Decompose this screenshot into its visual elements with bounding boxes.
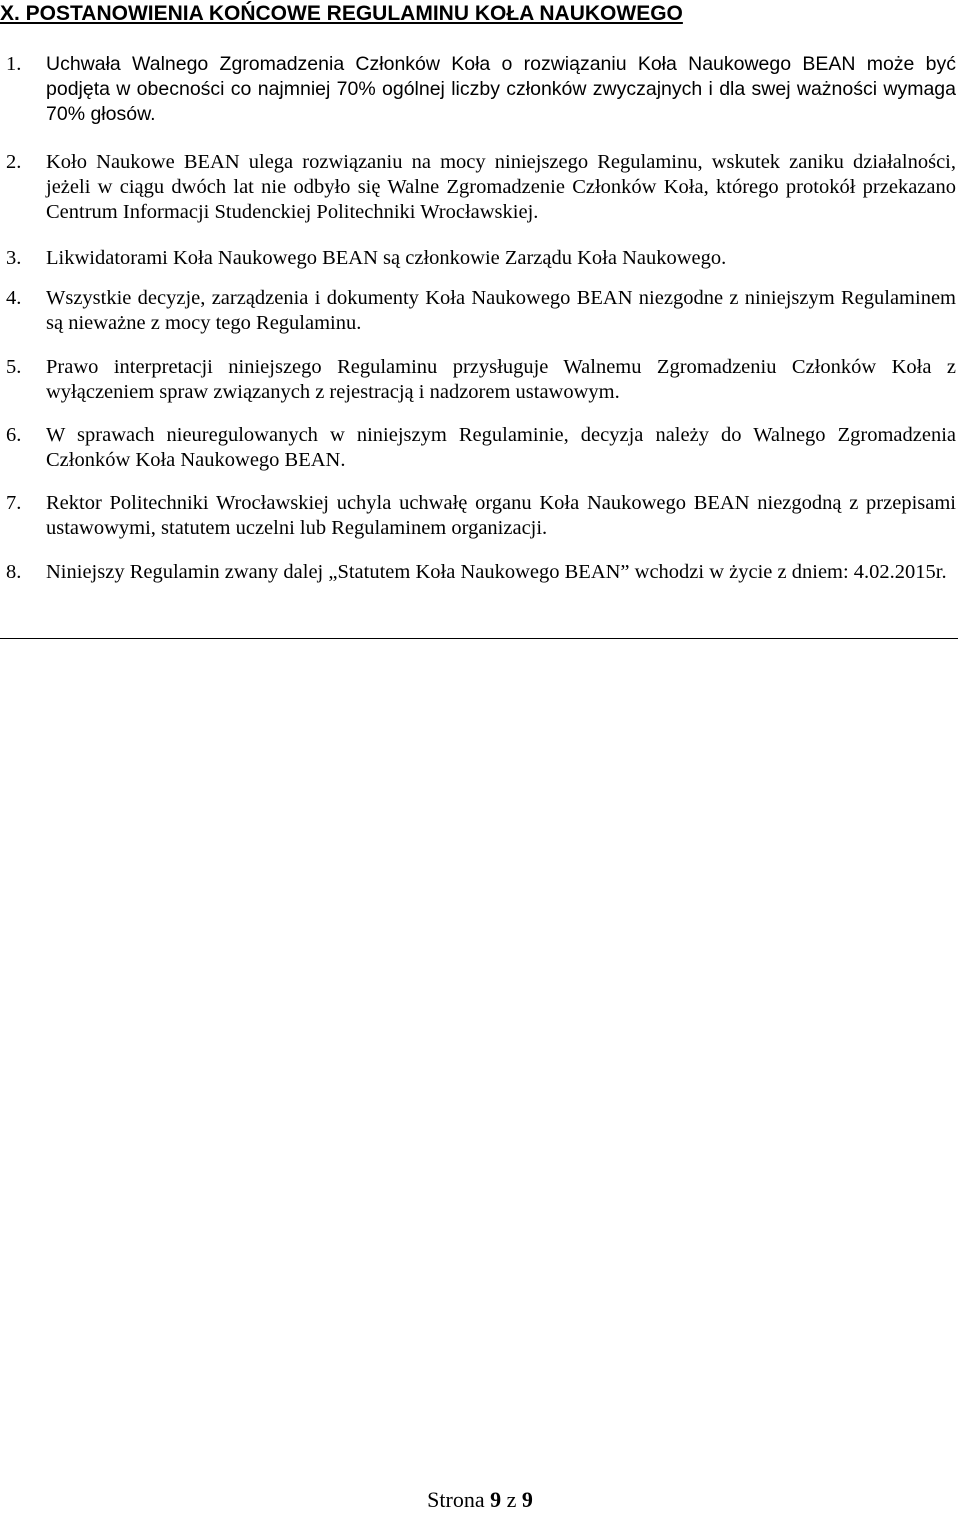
list-item-number: 3.	[6, 247, 22, 269]
list-item-number: 5.	[6, 356, 22, 378]
list-item-number: 2.	[6, 151, 22, 173]
list-item-text: W sprawach nieuregulowanych w niniejszym Regulaminie, decyzja należy do Walnego Zgromadzenia Członków Koła Naukowego BEAN.	[46, 424, 956, 471]
list-item-number: 1.	[6, 53, 22, 75]
list-item-text: Prawo interpretacji niniejszego Regulaminu przysługuje Walnemu Zgromadzeniu Członków Koła z wyłączeniem spraw związanych z rejestracją i nadzorem ustawowym.	[46, 356, 956, 403]
footer-page-word: Strona	[427, 1487, 485, 1512]
list-item-text: Wszystkie decyzje, zarządzenia i dokumenty Koła Naukowego BEAN niezgodne z niniejszym Regulaminem są nieważne z mocy tego Regulaminu.	[46, 287, 956, 334]
list-item	[0, 491, 956, 541]
list-item	[0, 355, 956, 405]
list-item	[0, 286, 956, 336]
list-item-text: Likwidatorami Koła Naukowego BEAN są członkowie Zarządu Koła Naukowego.	[46, 247, 727, 269]
page-divider	[0, 638, 958, 639]
list-item	[0, 150, 956, 225]
list-item-text: Koło Naukowe BEAN ulega rozwiązaniu na mocy niniejszego Regulaminu, wskutek zaniku działalności, jeżeli w ciągu dwóch lat nie odbyło się Walne Zgromadzenie Członków Koła, którego protokół przekazano Centrum Informacji Studenckiej Politechniki Wrocławskiej.	[46, 151, 956, 223]
list-item	[0, 560, 956, 585]
list-item	[0, 246, 956, 271]
list-item-text: Niniejszy Regulamin zwany dalej „Statutem Koła Naukowego BEAN” wchodzi w życie z dniem: 4.02.2015r.	[46, 561, 947, 583]
footer-of-word: z	[506, 1487, 517, 1512]
section-heading: X. POSTANOWIENIA KOŃCOWE REGULAMINU KOŁA NAUKOWEGO	[0, 2, 683, 25]
footer-current-page: 9	[490, 1487, 502, 1512]
list-item-text: Rektor Politechniki Wrocławskiej uchyla uchwałę organu Koła Naukowego BEAN niezgodną z przepisami ustawowymi, statutem uczelni lub Regulaminem organizacji.	[46, 492, 956, 539]
list-item	[0, 52, 956, 127]
list-item-number: 6.	[6, 424, 22, 446]
page-footer	[0, 1487, 960, 1513]
footer-total-pages: 9	[521, 1487, 533, 1512]
list-item-number: 8.	[6, 561, 22, 583]
list-item-number: 7.	[6, 492, 22, 514]
list-item-text: Uchwała Walnego Zgromadzenia Członków Koła o rozwiązaniu Koła Naukowego BEAN może być podjęta w obecności co najmniej 70% ogólnej liczby członków zwyczajnych i dla swej ważności wymaga 70% głosów.	[46, 53, 956, 125]
list-item	[0, 423, 956, 473]
list-item-number: 4.	[6, 287, 22, 309]
